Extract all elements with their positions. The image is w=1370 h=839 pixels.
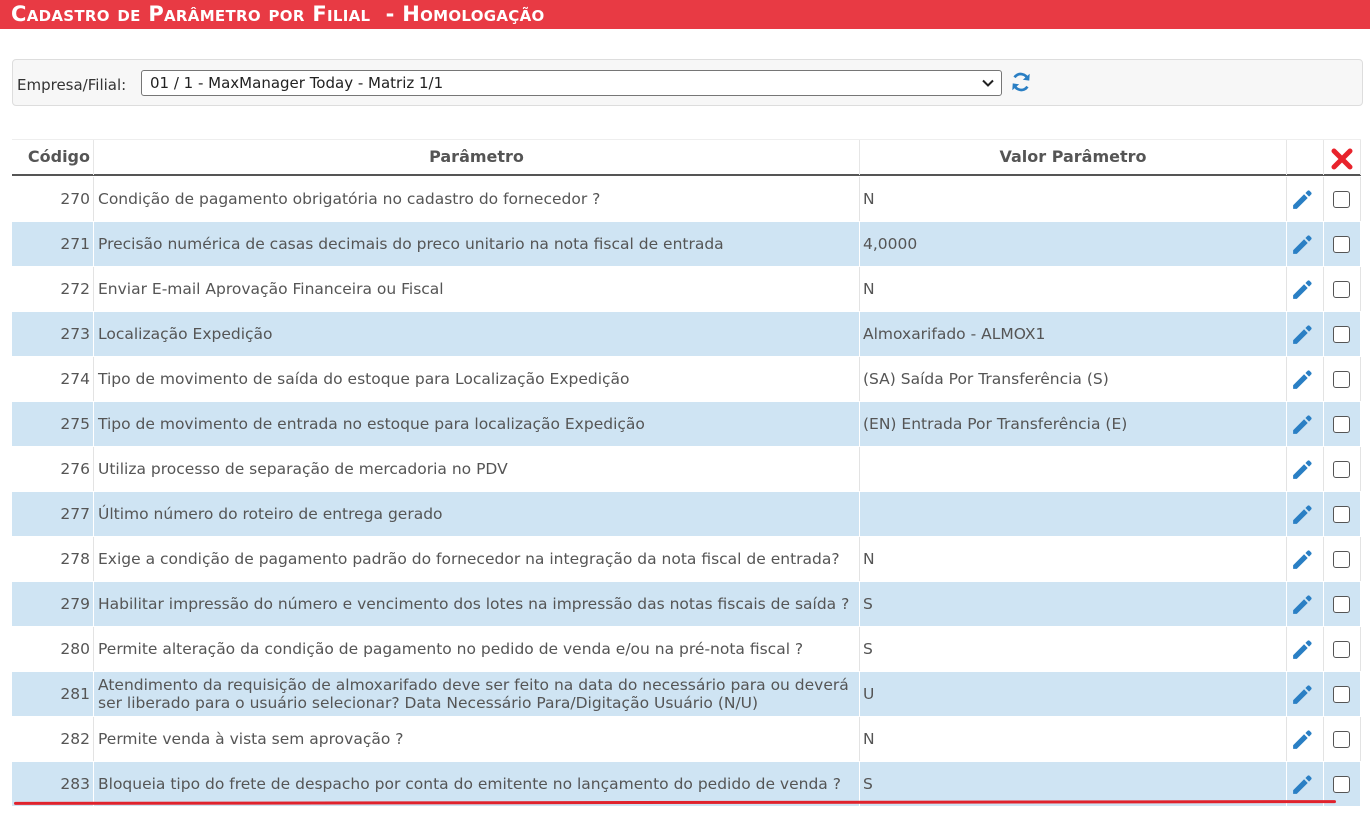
pencil-icon[interactable]	[1290, 682, 1315, 707]
cell-code: 281	[12, 672, 94, 716]
empresa-filial-select[interactable]	[141, 70, 1002, 96]
pencil-icon[interactable]	[1290, 367, 1315, 392]
cell-value: N	[860, 267, 1287, 311]
cell-param: Habilitar impressão do número e vencimento dos lotes na impressão das notas fiscais de saída ?	[94, 582, 860, 626]
row-checkbox[interactable]	[1333, 191, 1350, 208]
pencil-icon[interactable]	[1290, 412, 1315, 437]
edit-button[interactable]	[1287, 627, 1324, 671]
edit-button[interactable]	[1287, 222, 1324, 266]
cell-value	[860, 492, 1287, 536]
cell-param: Localização Expedição	[94, 312, 860, 356]
cell-param: Bloqueia tipo do frete de despacho por conta do emitente no lançamento do pedido de venda ?	[94, 762, 860, 806]
row-checkbox-cell	[1324, 312, 1361, 356]
row-checkbox-cell	[1324, 672, 1361, 716]
cell-param: Atendimento da requisição de almoxarifado deve ser feito na data do necessário para ou deverá ser liberado para o usuário selecionar? Data Necessário Para/Digitação Usuário (N/U)	[94, 672, 860, 716]
row-checkbox-cell	[1324, 582, 1361, 626]
table-header	[12, 139, 1361, 176]
pencil-icon[interactable]	[1290, 592, 1315, 617]
table-row	[12, 582, 1361, 627]
cell-code: 273	[12, 312, 94, 356]
cell-param: Último número do roteiro de entrega gerado	[94, 492, 860, 536]
edit-button[interactable]	[1287, 267, 1324, 311]
page-title: Cadastro de Parâmetro por Filial - Homologação	[0, 0, 1370, 29]
column-header-edit	[1287, 140, 1324, 175]
row-checkbox-cell	[1324, 537, 1361, 581]
table-row	[12, 222, 1361, 267]
cell-param: Utiliza processo de separação de mercadoria no PDV	[94, 447, 860, 491]
edit-button[interactable]	[1287, 447, 1324, 491]
table-row	[12, 672, 1361, 717]
cell-value: Almoxarifado - ALMOX1	[860, 312, 1287, 356]
edit-button[interactable]	[1287, 582, 1324, 626]
column-header-valor-parametro[interactable]: Valor Parâmetro	[860, 140, 1287, 175]
edit-button[interactable]	[1287, 537, 1324, 581]
edit-button[interactable]	[1287, 672, 1324, 716]
row-checkbox-cell	[1324, 267, 1361, 311]
table-row	[12, 402, 1361, 447]
column-header-parametro[interactable]: Parâmetro	[94, 140, 860, 175]
cell-value: U	[860, 672, 1287, 716]
row-checkbox[interactable]	[1333, 641, 1350, 658]
row-checkbox-cell	[1324, 627, 1361, 671]
edit-button[interactable]	[1287, 717, 1324, 761]
row-checkbox-cell	[1324, 357, 1361, 401]
edit-button[interactable]	[1287, 492, 1324, 536]
cell-code: 280	[12, 627, 94, 671]
edit-button[interactable]	[1287, 357, 1324, 401]
edit-button[interactable]	[1287, 402, 1324, 446]
cell-code: 283	[12, 762, 94, 806]
row-checkbox-cell	[1324, 492, 1361, 536]
pencil-icon[interactable]	[1290, 187, 1315, 212]
cell-param: Tipo de movimento de saída do estoque para Localização Expedição	[94, 357, 860, 401]
cell-value: N	[860, 717, 1287, 761]
table-row	[12, 492, 1361, 537]
pencil-icon[interactable]	[1290, 637, 1315, 662]
pencil-icon[interactable]	[1290, 727, 1315, 752]
cell-param: Precisão numérica de casas decimais do preco unitario na nota fiscal de entrada	[94, 222, 860, 266]
row-checkbox[interactable]	[1333, 686, 1350, 703]
table-row	[12, 447, 1361, 492]
row-checkbox[interactable]	[1333, 371, 1350, 388]
close-x-icon[interactable]	[1330, 148, 1354, 170]
cell-param: Exige a condição de pagamento padrão do fornecedor na integração da nota fiscal de entrada?	[94, 537, 860, 581]
row-checkbox-cell	[1324, 177, 1361, 221]
cell-value: 4,0000	[860, 222, 1287, 266]
cell-code: 282	[12, 717, 94, 761]
cell-value: (EN) Entrada Por Transferência (E)	[860, 402, 1287, 446]
column-header-codigo[interactable]: Código	[12, 140, 94, 175]
cell-code: 272	[12, 267, 94, 311]
table-body	[12, 177, 1361, 807]
row-checkbox-cell	[1324, 717, 1361, 761]
pencil-icon[interactable]	[1290, 502, 1315, 527]
cell-code: 277	[12, 492, 94, 536]
chevron-down-icon	[981, 76, 995, 90]
cell-code: 270	[12, 177, 94, 221]
row-checkbox-cell	[1324, 222, 1361, 266]
pencil-icon[interactable]	[1290, 277, 1315, 302]
cell-value: N	[860, 537, 1287, 581]
table-row	[12, 357, 1361, 402]
cell-param: Permite alteração da condição de pagamento no pedido de venda e/ou na pré-nota fiscal ?	[94, 627, 860, 671]
empresa-filial-selected-value: 01 / 1 - MaxManager Today - Matriz 1/1	[150, 74, 444, 92]
cell-code: 271	[12, 222, 94, 266]
cell-code: 276	[12, 447, 94, 491]
pencil-icon[interactable]	[1290, 322, 1315, 347]
table-row	[12, 177, 1361, 222]
table-row	[12, 537, 1361, 582]
row-checkbox[interactable]	[1333, 596, 1350, 613]
filter-label: Empresa/Filial:	[17, 76, 127, 94]
row-checkbox[interactable]	[1333, 461, 1350, 478]
cell-value: N	[860, 177, 1287, 221]
row-checkbox[interactable]	[1333, 731, 1350, 748]
row-checkbox[interactable]	[1333, 551, 1350, 568]
cell-param: Permite venda à vista sem aprovação ?	[94, 717, 860, 761]
refresh-icon[interactable]	[1010, 71, 1032, 93]
cell-value: S	[860, 762, 1287, 806]
pencil-icon[interactable]	[1290, 547, 1315, 572]
cell-value	[860, 447, 1287, 491]
row-checkbox-cell	[1324, 402, 1361, 446]
table-row	[12, 717, 1361, 762]
row-checkbox[interactable]	[1333, 416, 1350, 433]
parameter-table	[12, 139, 1361, 839]
row-checkbox[interactable]	[1333, 506, 1350, 523]
cell-param: Condição de pagamento obrigatória no cadastro do fornecedor ?	[94, 177, 860, 221]
row-checkbox-cell	[1324, 447, 1361, 491]
pencil-icon[interactable]	[1290, 232, 1315, 257]
row-checkbox[interactable]	[1333, 281, 1350, 298]
cell-code: 278	[12, 537, 94, 581]
filter-bar	[12, 59, 1363, 106]
cell-value: (SA) Saída Por Transferência (S)	[860, 357, 1287, 401]
cell-param: Tipo de movimento de entrada no estoque para localização Expedição	[94, 402, 860, 446]
table-row	[12, 267, 1361, 312]
row-checkbox[interactable]	[1333, 326, 1350, 343]
cell-value: S	[860, 627, 1287, 671]
row-checkbox[interactable]	[1333, 776, 1350, 793]
cell-param: Enviar E-mail Aprovação Financeira ou Fiscal	[94, 267, 860, 311]
cell-code: 274	[12, 357, 94, 401]
pencil-icon[interactable]	[1290, 772, 1315, 797]
cell-code: 279	[12, 582, 94, 626]
cell-code: 275	[12, 402, 94, 446]
cell-value: S	[860, 582, 1287, 626]
table-row	[12, 312, 1361, 357]
edit-button[interactable]	[1287, 177, 1324, 221]
edit-button[interactable]	[1287, 312, 1324, 356]
row-checkbox[interactable]	[1333, 236, 1350, 253]
table-row	[12, 627, 1361, 672]
pencil-icon[interactable]	[1290, 457, 1315, 482]
